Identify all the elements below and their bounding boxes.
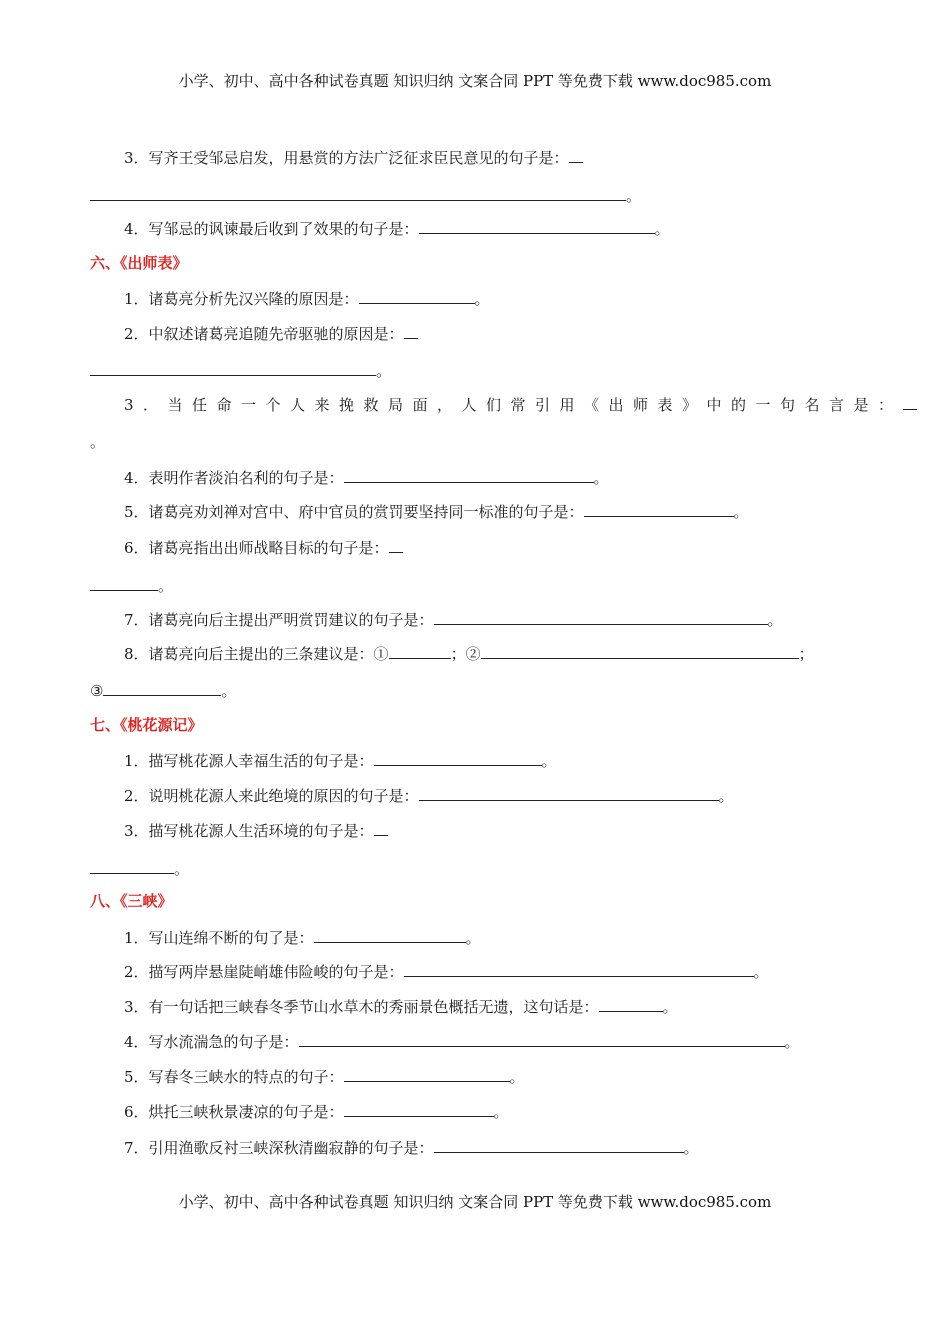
answer-line: 。	[90, 185, 641, 206]
answer-blank[interactable]	[481, 643, 799, 659]
question-text: 4．表明作者淡泊名利的句子是： 。	[124, 469, 609, 487]
answer-blank[interactable]	[359, 288, 475, 304]
question-text: 7．引用渔歌反衬三峡深秋清幽寂静的句子是： 。	[124, 1139, 699, 1157]
answer-blank[interactable]	[419, 218, 655, 234]
question-text: 2．说明桃花源人来此绝境的原因的句子是： 。	[124, 787, 734, 805]
question-text: 3．当任命一个人来挽救局面，人们常引用《出师表》中的一句名言是：	[124, 394, 917, 415]
question-text: 5．诸葛亮劝刘禅对宫中、府中官员的赏罚要坚持同一标准的句子是： 。	[124, 503, 749, 521]
question-text: 8．诸葛亮向后主提出的三条建议是：① ；② ；	[124, 645, 814, 663]
answer-blank[interactable]	[584, 501, 734, 517]
question-text: 3．有一句话把三峡春冬季节山水草木的秀丽景色概括无遗，这句话是： 。	[124, 998, 678, 1016]
question-text: 2．描写两岸悬崖陡峭雄伟险峻的句子是： 。	[124, 963, 769, 981]
question-text: 5．写春冬三峡水的特点的句子： 。	[124, 1068, 525, 1086]
answer-blank[interactable]	[434, 1137, 684, 1153]
answer-blank[interactable]	[599, 996, 663, 1012]
question-text: 6．烘托三峡秋景凄凉的句子是： 。	[124, 1103, 509, 1121]
answer-line: 。	[90, 575, 173, 596]
answer-blank[interactable]	[344, 1101, 494, 1117]
answer-blank[interactable]	[344, 467, 594, 483]
answer-blank[interactable]	[404, 323, 418, 339]
section-title: 六、《出师表》	[90, 254, 188, 272]
question-text: 6．诸葛亮指出出师战略目标的句子是：	[124, 537, 403, 558]
question-text: 1．诸葛亮分析先汉兴隆的原因是： 。	[124, 290, 490, 308]
answer-blank[interactable]	[90, 360, 376, 376]
answer-blank[interactable]	[90, 185, 626, 201]
question-text: 4．写水流湍急的句子是： 。	[124, 1033, 800, 1051]
answer-blank[interactable]	[903, 394, 917, 410]
question-text: 3．描写桃花源人生活环境的句子是：	[124, 820, 388, 841]
question-text: 7．诸葛亮向后主提出严明赏罚建议的句子是： 。	[124, 611, 783, 629]
answer-line: 。	[90, 433, 106, 451]
answer-blank[interactable]	[374, 820, 388, 836]
answer-blank[interactable]	[344, 1066, 510, 1082]
question-text: 4．写邹忌的讽谏最后收到了效果的句子是： 。	[124, 220, 670, 238]
answer-blank[interactable]	[389, 643, 451, 659]
answer-blank[interactable]	[299, 1031, 785, 1047]
question-text: 1．描写桃花源人幸福生活的句子是： 。	[124, 752, 557, 770]
answer-blank[interactable]	[374, 750, 542, 766]
page-footer: 小学、初中、高中各种试卷真题 知识归纳 文案合同 PPT 等免费下载 www.doc985.com	[178, 1193, 772, 1211]
question-text: 3．写齐王受邹忌启发，用悬赏的方法广泛征求臣民意见的句子是：	[124, 147, 583, 168]
answer-blank[interactable]	[434, 609, 768, 625]
answer-blank[interactable]	[90, 858, 174, 874]
answer-line: 。	[90, 858, 189, 879]
section-title: 八、《三峡》	[90, 892, 173, 910]
answer-line: ③ 。	[90, 682, 237, 700]
question-text: 1．写山连绵不断的句了是： 。	[124, 929, 481, 947]
answer-blank[interactable]	[103, 680, 221, 696]
page-header: 小学、初中、高中各种试卷真题 知识归纳 文案合同 PPT 等免费下载 www.doc985.com	[178, 72, 772, 90]
answer-line: 。	[90, 360, 391, 381]
section-title: 七、《桃花源记》	[90, 716, 203, 734]
answer-blank[interactable]	[569, 147, 583, 163]
answer-blank[interactable]	[404, 961, 754, 977]
answer-blank[interactable]	[419, 785, 719, 801]
answer-blank[interactable]	[90, 575, 158, 591]
question-text: 2．中叙述诸葛亮追随先帝驱驰的原因是：	[124, 323, 418, 344]
answer-blank[interactable]	[389, 537, 403, 553]
answer-blank[interactable]	[314, 927, 466, 943]
